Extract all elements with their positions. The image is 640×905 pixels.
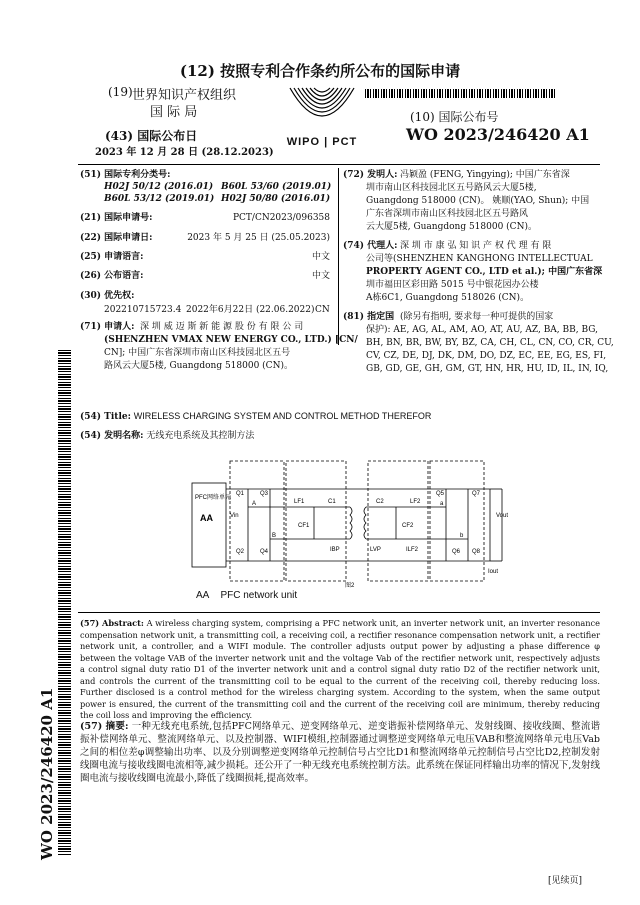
fig-q7: Q7 [472,491,481,497]
fig-q6: Q6 [452,549,461,555]
publication-title: (12) 按照专利合作条约所公布的国际申请 [179,62,461,80]
f74-line: PROPERTY AGENT CO., LTD et al.); 中国广东省深 [366,267,603,277]
fig-q4: Q4 [260,549,269,555]
ipc-1b: B60L 53/60 (2019.01) [221,182,332,192]
column-divider [338,168,339,345]
fig-caption: 图2 [345,583,355,589]
org-sub: 国 际 局 [150,105,198,120]
pubdate-label: (43) 国际公布日 [105,129,198,143]
fig-q2: Q2 [236,549,245,555]
fig-aa-box: AA [200,513,213,523]
circuit-figure [190,455,520,605]
pubno-label: (10) 国际公布号 [410,110,499,124]
f72-line: 云大厦5楼, Guangdong 518000 (CN)。 [366,222,537,232]
fig-ibp: IBP [330,547,340,553]
fig-lvp: LVP [370,547,381,553]
fig-node-a: A [252,501,257,507]
f81-line: CV, CZ, DE, DJ, DK, DM, DO, DZ, EC, EE, EG, ES, FI, [366,351,607,361]
f71-label: (71) 申请人: [80,322,135,332]
f30-country: CN [315,305,330,315]
figure-divider [78,612,600,613]
f74-line: A栋6C1, Guangdong 518026 (CN)。 [366,293,530,303]
f72-line: 冯颖盈 (FENG, Yingying); 中国广东省深 [400,170,570,180]
ipc-2a: B60L 53/12 (2019.01) [104,194,215,204]
f81-line: (除另有指明, 要求每一种可提供的国家 [400,312,554,322]
title-zh: (54) 发明名称: 无线充电系统及其控制方法 [80,431,255,441]
side-pubno: WO 2023/246420 A1 [38,687,56,860]
fig-c2: C2 [376,499,384,505]
f81-label: (81) 指定国 [343,312,395,322]
f22-value: 2023 年 5 月 25 日 (25.05.2023) [187,233,330,243]
f72-line: Guangdong 518000 (CN)。 姚顺(YAO, Shun); 中国 [366,196,590,206]
fig-lf1: LF1 [294,499,305,505]
fig-ilf2: ILF2 [406,547,419,553]
f72-label: (72) 发明人: [343,170,398,180]
figure-legend: AA PFC network unit [196,590,298,601]
abstract-zh: (57) 摘要: 一种无线充电系统,包括PFC网络单元、逆变网络单元、逆变谐振补偿网络单元、发射线圈、接收线圈、整流谐振补偿网络单元、整流网络单元、以及控制器、WIFI模组,控制器通过调整逆变网络单元电压VAB和整流网络单元电压Vab之间的相位差φ调整输出功率、以及分别调整逆变网络单元控制信号占空比D1和整流网络单元控制信号占空比D2,控制发射线圈电流与接收线圈电流相等,减少损耗。还公开了一种无线充电系统控制方法。此系统在保证同样输出功率的情况下,发射线圈电流与接收线圈电流最小,降低了线圈损耗,提高效率。 [80,721,601,784]
f22-label: (22) 国际申请日: [80,233,153,243]
f71-line: 路风云大厦5楼, Guangdong 518000 (CN)。 [104,361,293,371]
f74-line: 圳市福田区彩田路 5015 号中银花园办公楼 [366,280,539,290]
f81-line: BH, BN, BR, BW, BY, BZ, CA, CH, CL, CN, CO, CR, CU, [366,338,614,348]
f74-label: (74) 代理人: [343,241,398,251]
fig-lf2: LF2 [410,499,421,505]
f21-value: PCT/CN2023/096358 [232,213,330,223]
f30-label: (30) 优先权: [80,291,135,301]
fig-vout: Vout [496,513,509,519]
f51-label: (51) 国际专利分类号: [80,170,171,180]
fig-node-a2: a [440,501,444,507]
fig-cf2: CF2 [402,523,414,529]
f72-line: 广东省深圳市南山区科技园北区五号路风 [366,209,529,219]
pubno-value: WO 2023/246420 A1 [406,125,590,144]
f71-line: 深 圳 威 迈 斯 新 能 源 股 份 有 限 公 司 [140,322,304,332]
fig-vin: Vin [230,513,239,519]
continued-note: [见续页] [548,876,583,886]
f25-value: 中文 [311,252,330,262]
f71-line: (SHENZHEN VMAX NEW ENERGY CO., LTD.) [CN/ [104,335,358,345]
abstract-en: (57) Abstract: A wireless charging system, comprising a PFC network unit, an inverter network unit, an inverter resonance compensation network unit, a transmitting coil, a receiving coil, a rectifier resonance compensation network unit, a rectifier network unit, a controller, and a WIFI module. The controller adjusts output power by adjusting a phase difference φ between the voltage VAB of the inverter network unit and the voltage Vab of the rectifier network unit, respectively adjusts a control signal duty ratio D1 of the inverter network unit and a control signal duty ratio D2 of the rectifier network unit, and controls the current of the transmitting coil to be equal to the current of the receiving coil, thereby reducing loss. Further disclosed is a control method for the wireless charging system. According to the system, when the same output power is ensured, the current of the transmitting coil and the current of the receiving coil are minimum, thereby reducing the coil loss and improving the efficiency. [80,618,600,720]
f74-line: 公司等(SHENZHEN KANGHONG INTELLECTUAL [366,254,593,264]
pubdate-value: 2023 年 12 月 28 日 (28.12.2023) [95,147,274,158]
f30-date: 2022年6月22日 (22.06.2022) [186,305,315,315]
f26-label: (26) 公布语言: [80,271,144,281]
header-divider [78,164,600,165]
f21-label: (21) 国际申请号: [80,213,153,223]
fig-q8: Q8 [472,549,481,555]
f26-value: 中文 [311,271,330,281]
fig-pfc: PFC网络单元 [195,495,232,501]
title-en: (54) Title: WIRELESS CHARGING SYSTEM AND CONTROL METHOD THEREFOR [80,411,432,422]
fig-q1: Q1 [236,491,245,497]
f30-number: 202210715723.4 [104,305,182,315]
fig-q5: Q5 [436,491,445,497]
fig-q3: Q3 [260,491,269,497]
fig-iout: Iout [488,569,499,575]
fig-c1: C1 [328,499,336,505]
f25-label: (25) 申请语言: [80,252,144,262]
org-number: (19) [108,85,133,99]
fig-cf1: CF1 [298,523,310,529]
f71-line: CN]; 中国广东省深圳市南山区科技园北区五号 [104,348,291,358]
f74-line: 深 圳 市 康 弘 知 识 产 权 代 理 有 限 [400,241,552,251]
wipo-logo: WIPO | PCT [282,84,362,144]
fig-node-b: B [272,533,277,539]
barcode [365,89,555,98]
wipo-emblem-icon [282,84,362,132]
ipc-1a: H02J 50/12 (2016.01) [104,182,214,192]
fig-node-b2: b [460,533,464,539]
f72-line: 圳市南山区科技园北区五号路风云大厦5楼, [366,183,537,193]
f81-line: 保护): AE, AG, AL, AM, AO, AT, AU, AZ, BA, BB, BG, [366,325,598,335]
ipc-2b: H02J 50/80 (2016.01) [221,194,331,204]
f81-line: GB, GD, GE, GH, GM, GT, HN, HR, HU, ID, IL, IN, IQ, [366,364,609,374]
org-name: 世界知识产权组织 [132,88,237,103]
